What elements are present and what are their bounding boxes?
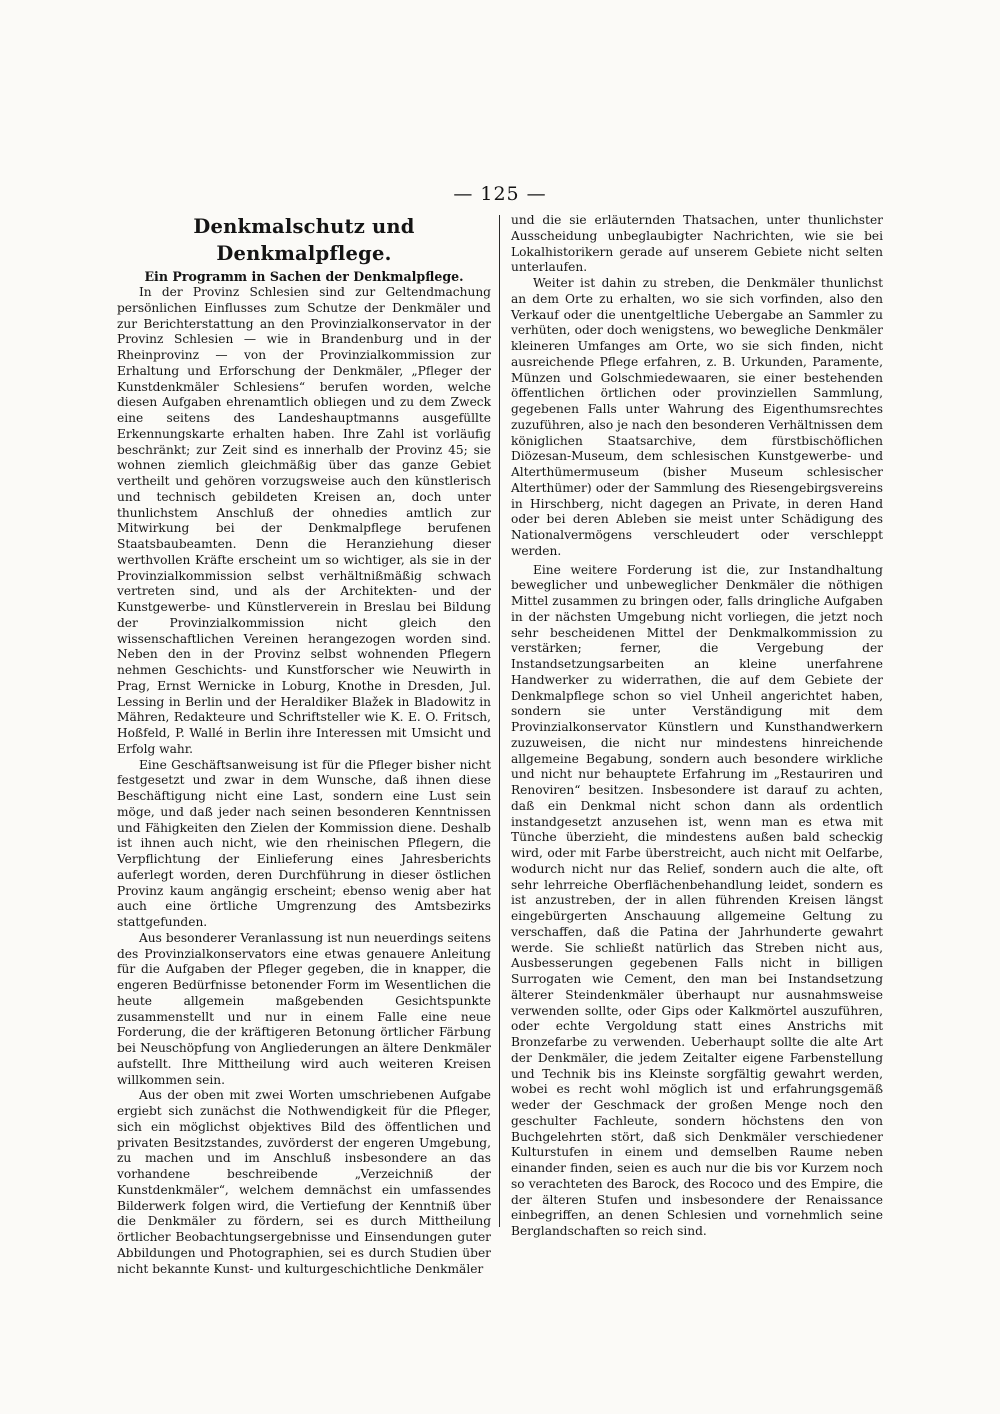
paragraph: Eine weitere Forderung ist die, zur Instandhaltung beweglicher und unbeweglicher Denkmäler die nöthigen Mittel zusammen zu bringen oder, falls dringliche Aufgaben in der nächsten Umgebung nicht vorliegen, die jetzt noch sehr bescheidenen Mittel der Denkmalkommission zu verstärken; ferner, die Vergebung der Instandsetzungsarbeiten an kleine unerfahrene Handwerker zu widerrathen, die auf dem Gebiete der Denkmalpflege schon so viel Unheil angerichtet haben, sondern sie unter Verständigung mit dem Provinzialkonservator Künstlern und Kunsthandwerkern zuzuweisen, die nicht nur mindestens hinreichende allgemeine Begabung, sondern auch besondere wirkliche und nicht nur behauptete Erfahrung im „Restauriren und Renoviren“ besitzen. Insbesondere ist darauf zu achten, daß ein Denkmal nicht schon dann als ordentlich instandgesetzt anzusehen ist, wenn man es etwa mit Tünche überzieht, die mindestens außen bald scheckig wird, oder mit Farbe überstreicht, auch nicht mit Oelfarbe, wodurch nicht nur das Relief, sondern auch die alte, oft sehr lehrreiche Oberflächenbehandlung leidet, sondern es ist anzustreben, der in allen führenden Kreisen längst eingebürgerten Anschauung allgemeine Geltung zu verschaffen, daß die Patina der Jahrhunderte gewahrt werde. Sie schließt natürlich das Streben nicht aus, Ausbesserungen gegebenen Falls nicht in billigen Surrogaten wie Cement, den man bei Instandsetzung älterer Steindenkmäler überhaupt nur ausnahmsweise verwenden sollte, oder Gips oder Kalkmörtel auszuführen, oder echte Vergoldung statt eines Anstrichs mit Bronzefarbe zu verwenden. Ueberhaupt sollte die alte Art der Denkmäler, die jedem Zeitalter eigene Farbenstellung und Technik bis ins Kleinste sorgfältig gewahrt werden, wobei es recht wohl möglich ist und erfahrungsgemäß weder der Geschmack der großen Menge noch den geschulter Fachleute, sondern höchstens den von Buchgelehrten stört, daß sich Denkmäler verschiedener Kulturstufen in einem und demselben Raume neben einander finden, seien es auch nur die bis vor Kurzem noch so verachteten des Barock, des Rococo und des Empire, die der älteren Stufen und insbesondere der Renaissance einbegriffen, an denen Schlesien und vornehmlich seine Berglandschaften so reich sind. <box>511 562 883 1238</box>
paragraph: Eine Geschäftsanweisung ist für die Pfleger bisher nicht festgesetzt und zwar in dem Wunsche, daß ihnen diese Beschäftigung nicht eine Last, sondern eine Lust sein möge, und daß jeder nach seinen besonderen Kenntnissen und Fähigkeiten den Zielen der Kommission diene. Deshalb ist ihnen auch nicht, wie den rheinischen Pflegern, die Verpflichtung der Einlieferung eines Jahresberichts auferlegt worden, deren Durchführung in dieser östlichen Provinz kaum angängig erscheint; ebenso wenig aber hat auch eine örtliche Umgrenzung des Amtsbezirks stattgefunden. <box>117 757 491 929</box>
page-number: — 125 — <box>453 183 547 205</box>
paragraph: Weiter ist dahin zu streben, die Denkmäler thunlichst an dem Orte zu erhalten, wo sie sich vorfinden, also den Verkauf oder die unentgeltliche Uebergabe an Sammler zu verhüten, oder doch wenigstens, wo bewegliche Denkmäler kleineren Umfanges am Orte, wo sie sich finden, nicht ausreichende Pflege erfahren, z. B. Urkunden, Paramente, Münzen und Golschmiedewaaren, sie einer bestehenden öffentlichen örtlichen oder provinziellen Sammlung, gegebenen Falls unter Wahrung des Eigenthumsrechtes zuzuführen, also je nach den besonderen Verhältnissen dem königlichen Staatsarchive, dem fürstbischöflichen Diözesan-Museum, dem schlesischen Kunstgewerbe- und Alterthümermuseum (bisher Museum schlesischer Alterthümer) oder der Sammlung des Riesengebirgsvereins in Hirschberg, nicht dagegen an Private, in deren Hand oder bei deren Ableben sie meist unter Schädigung des Nationalvermögens verschleudert oder verschleppt werden. <box>511 276 883 558</box>
paragraph: Aus der oben mit zwei Worten umschriebenen Aufgabe ergiebt sich zunächst die Nothwendigkeit für die Pfleger, sich ein möglichst objektives Bild des öffentlichen und privaten Besitzstandes, zuvörderst der engeren Umgebung, zu machen und im Anschluß insbesondere an das vorhandene beschreibende „Verzeichniß der Kunstdenkmäler“, welchem demnächst ein umfassendes Bilderwerk folgen wird, die Vertiefung der Kenntniß über die Denkmäler zu fördern, sei es durch Mittheilung örtlicher Beobachtungsergebnisse und Einsendungen guter Abbildungen und Photographien, sei es durch Studien über nicht bekannte Kunst- und kulturgeschichtliche Denkmäler <box>117 1088 491 1276</box>
left-column <box>117 213 491 1277</box>
paragraph: Aus besonderer Veranlassung ist nun neuerdings seitens des Provinzialkonservators eine etwas genauere Anleitung für die Aufgaben der Pfleger gegeben, die in knapper, die engeren Bedürfnisse betonender Form im Wesentlichen die heute allgemein maßgebenden Gesichtspunkte zusammenstellt und nur in einem Falle eine neue Forderung, die der kräftigeren Betonung örtlicher Färbung bei Neuschöpfung von Angliederungen an ältere Denkmäler aufstellt. Ihre Mittheilung wird auch weiteren Kreisen willkommen sein. <box>117 930 491 1087</box>
right-column <box>511 213 883 1240</box>
article-title: Denkmalschutz und Denkmalpflege. <box>193 215 415 265</box>
column-divider <box>499 215 500 1227</box>
paragraph: und die sie erläuternden Thatsachen, unter thunlichster Ausscheidung unbeglaubigter Nachrichten, wie sie bei Lokalhistorikern gerade auf unserem Gebiete nicht selten unterlaufen. <box>511 213 883 275</box>
paragraph: In der Provinz Schlesien sind zur Geltendmachung persönlichen Einflusses zum Schutze der Denkmäler und zur Berichterstattung an den Provinzialkonservator in der Provinz Schlesien — wie in Brandenburg und in der Rheinprovinz — von der Provinzialkommission zur Erhaltung und Erforschung der Denkmäler, „Pfleger der Kunstdenkmäler Schlesiens“ berufen worden, welche diesen Aufgaben ehrenamtlich obliegen und zu dem Zweck eine seitens des Landeshauptmanns ausgefüllte Erkennungskarte erhalten haben. Ihre Zahl ist vorläufig beschränkt; zur Zeit sind es innerhalb der Provinz 45; sie wohnen ziemlich gleichmäßig über das ganze Gebiet vertheilt und gehören vorzugsweise auch den künstlerisch und technisch gebildeten Kreisen an, doch unter thunlichstem Anschluß der ohnedies amtlich zur Mitwirkung bei der Denkmalpflege berufenen Staatsbaubeamten. Denn die Heranziehung dieser werthvollen Kräfte erscheint um so wichtiger, als sie in der Provinzialkommission selbst verhältnißmäßig schwach vertreten sind, und als der Architekten- und der Kunstgewerbe- und Künstlerverein in Breslau bei Bildung der Provinzialkommission nicht gleich den wissenschaftlichen Vereinen herangezogen worden sind. Neben den in der Provinz selbst wohnenden Pflegern nehmen Geschichts- und Kunstforscher wie Neuwirth in Prag, Ernst Wernicke in Loburg, Knothe in Dresden, Jul. Lessing in Berlin und der Heraldiker Blažek in Bladowitz in Mähren, Redakteure und Schriftsteller wie K. E. O. Fritsch, Hoßfeld, P. Wallé in Berlin ihre Interessen mit Umsicht und Erfolg wahr. <box>117 285 491 756</box>
article-subtitle: Ein Programm in Sachen der Denkmalpflege. <box>144 269 464 284</box>
